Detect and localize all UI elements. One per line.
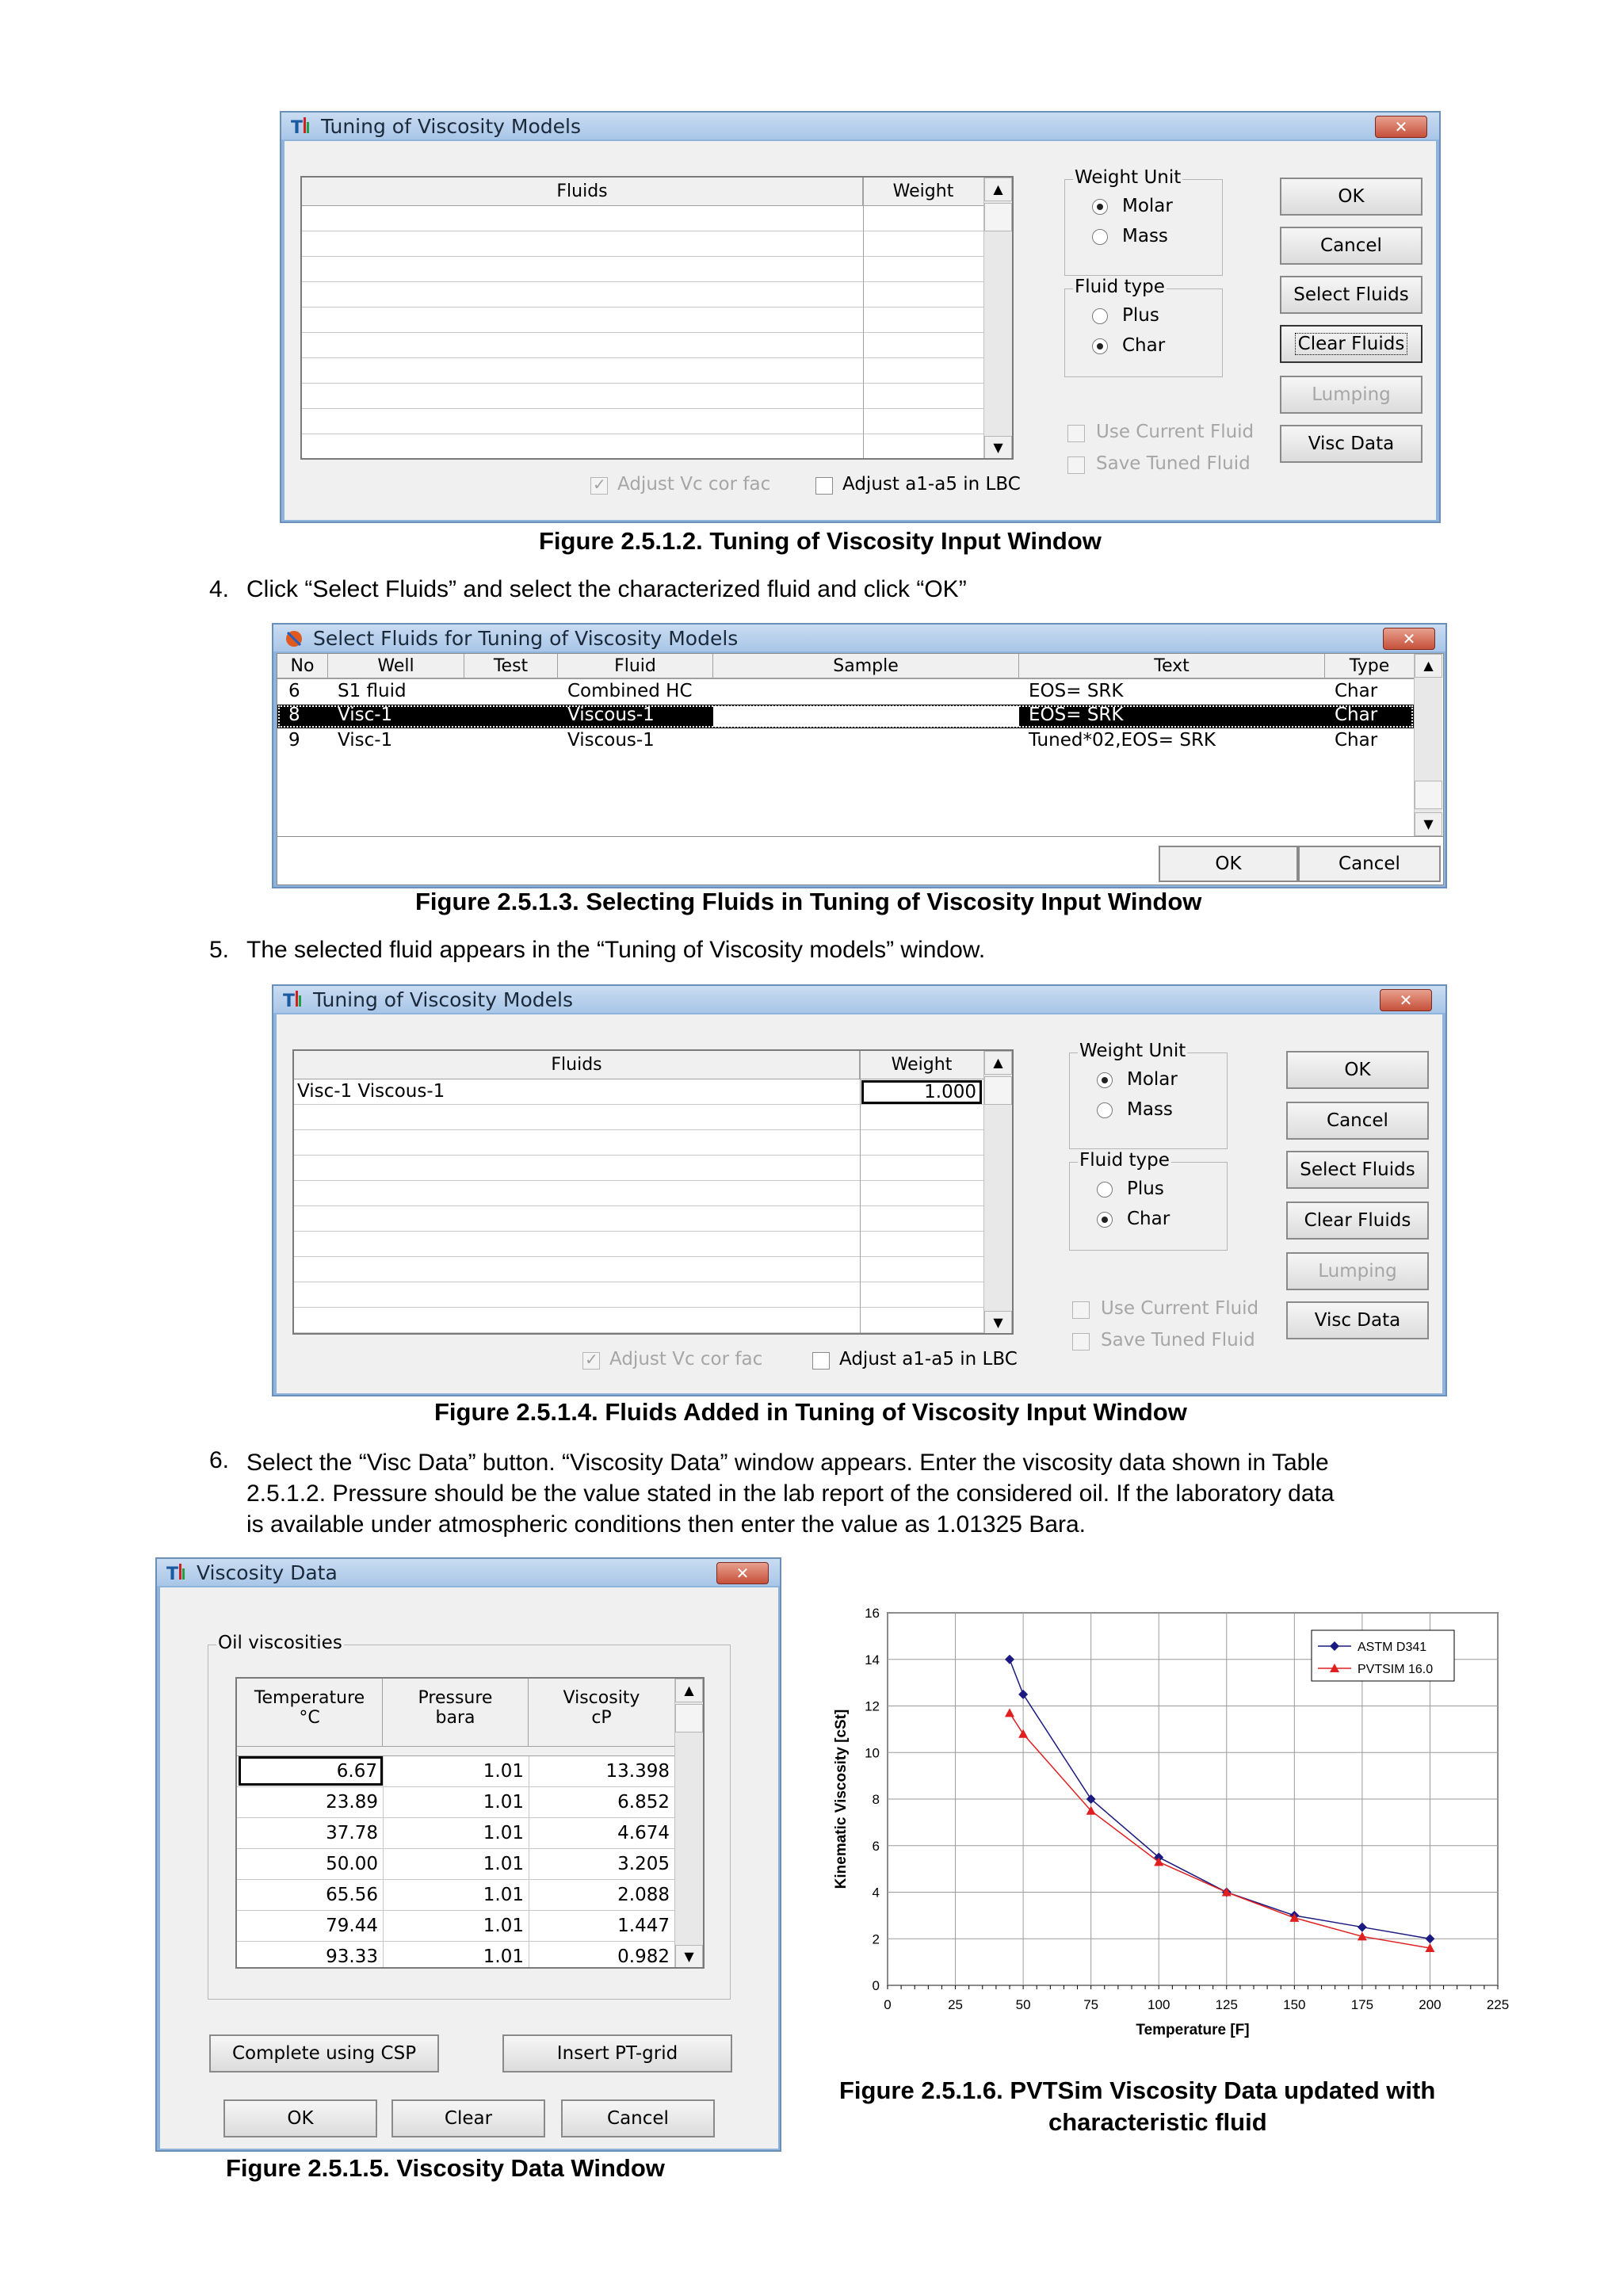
adjust-vc-checkbox[interactable]: ✓: [582, 1352, 600, 1370]
lumping-button[interactable]: Lumping: [1280, 376, 1423, 414]
cell-press[interactable]: 1.01: [383, 1849, 529, 1879]
adjust-a-checkbox[interactable]: [815, 477, 833, 495]
clear-fluids-button[interactable]: Clear Fluids: [1286, 1201, 1429, 1240]
cell-temp[interactable]: 50.00: [326, 1854, 378, 1874]
select-fluids-button[interactable]: Select Fluids: [1286, 1151, 1429, 1189]
pvtsim-app-icon: [165, 1561, 190, 1584]
header-gap: [237, 1747, 674, 1756]
y-tick-label: 8: [872, 1792, 880, 1807]
cell-visc[interactable]: 3.205: [529, 1849, 674, 1879]
oil-viscosities-legend: Oil viscosities: [218, 1633, 342, 1653]
plus-radio[interactable]: [1092, 308, 1108, 324]
window-title: Select Fluids for Tuning of Viscosity Models: [313, 627, 739, 650]
row-no: 9: [288, 730, 300, 751]
window-client: [277, 1014, 1442, 1393]
window-client: [285, 141, 1436, 520]
step-5-number: 5.: [209, 937, 230, 963]
char-label: Char: [1122, 335, 1166, 356]
weight-unit-group: [1064, 167, 1223, 276]
cancel-button[interactable]: Cancel: [1286, 1102, 1429, 1140]
fluid-type-legend: Fluid type: [1079, 1150, 1170, 1171]
scroll-up-icon[interactable]: ▲: [984, 178, 1012, 201]
grid-lines: [302, 206, 983, 460]
scroll-thumb[interactable]: [984, 203, 1012, 231]
col-press-unit: bara: [435, 1708, 475, 1728]
figure-caption-2: Figure 2.5.1.3. Selecting Fluids in Tuning of Viscosity Input Window: [415, 888, 1202, 915]
mass-radio[interactable]: [1097, 1102, 1113, 1118]
row-well: Visc-1: [338, 705, 393, 725]
row-fluid: Combined HC: [567, 681, 693, 701]
title-bar: [281, 113, 1439, 139]
cell-temp[interactable]: 65.56: [326, 1885, 378, 1905]
svg-text:T: T: [283, 991, 296, 1011]
scroll-down-icon[interactable]: ▼: [984, 1311, 1012, 1335]
close-icon[interactable]: ✕: [1383, 628, 1435, 650]
fluid-row-8-selected[interactable]: [277, 705, 1414, 728]
fluid-type-group: [1069, 1150, 1228, 1251]
cell-press[interactable]: 1.01: [383, 1818, 529, 1848]
svg-text:T: T: [291, 118, 304, 138]
complete-csp-button[interactable]: Complete using CSP: [209, 2034, 439, 2073]
scroll-down-icon[interactable]: ▼: [984, 436, 1012, 460]
scroll-up-icon[interactable]: ▲: [675, 1679, 703, 1702]
col-visc-title: Viscosity: [563, 1688, 640, 1708]
y-tick-label: 10: [865, 1745, 880, 1761]
adjust-vc-label: Adjust Vc cor fac: [617, 474, 771, 495]
use-current-fluid-checkbox[interactable]: [1067, 425, 1085, 442]
ok-button[interactable]: OK: [223, 2099, 377, 2137]
fluid-row-9[interactable]: [277, 730, 1414, 754]
clear-button[interactable]: Clear: [391, 2099, 545, 2137]
char-radio[interactable]: [1092, 338, 1108, 354]
adjust-vc-label: Adjust Vc cor fac: [609, 1349, 763, 1370]
molar-label: Molar: [1122, 196, 1173, 216]
visc-data-button[interactable]: Visc Data: [1280, 425, 1423, 463]
window-client: [160, 1587, 778, 2149]
col-weight-header: Weight: [860, 1051, 983, 1079]
x-tick-label: 25: [948, 1997, 964, 2012]
fluid-type-group: [1064, 277, 1223, 377]
scroll-thumb[interactable]: [984, 1076, 1012, 1105]
table-row[interactable]: [237, 1849, 674, 1880]
weight-unit-legend: Weight Unit: [1075, 167, 1182, 188]
plus-radio[interactable]: [1097, 1182, 1113, 1198]
x-tick-label: 125: [1215, 1997, 1238, 2012]
char-radio[interactable]: [1097, 1212, 1113, 1228]
header-type: Type: [1325, 654, 1414, 678]
save-tuned-fluid-label: Save Tuned Fluid: [1096, 453, 1251, 474]
visc-grid-rows: [237, 1756, 674, 1969]
oil-viscosities-group: [208, 1633, 731, 2000]
table-row[interactable]: [237, 1787, 674, 1818]
row-fluid: Viscous-1: [567, 705, 655, 725]
cell-visc[interactable]: 6.852: [529, 1787, 674, 1817]
mass-label: Mass: [1122, 226, 1168, 246]
close-icon[interactable]: ✕: [1375, 116, 1427, 138]
weight-unit-legend: Weight Unit: [1079, 1041, 1186, 1061]
ok-button[interactable]: OK: [1286, 1051, 1429, 1089]
col-temp-unit: °C: [299, 1708, 320, 1728]
mass-label: Mass: [1127, 1099, 1173, 1120]
row-fluid: Viscous-1: [567, 730, 655, 751]
molar-label: Molar: [1127, 1069, 1178, 1090]
x-axis-label: Temperature [F]: [1136, 2022, 1250, 2038]
use-current-fluid-checkbox[interactable]: [1072, 1301, 1090, 1319]
select-fluids-window: [272, 623, 1447, 888]
cell-temp[interactable]: 93.33: [326, 1946, 378, 1967]
grid-col-divider: [863, 178, 864, 460]
grid-lines: [294, 1079, 983, 1335]
cell-temp[interactable]: 79.44: [326, 1916, 378, 1936]
header-fluid: Fluid: [558, 654, 713, 678]
table-row[interactable]: [237, 1818, 674, 1849]
window-client: [277, 653, 1444, 885]
cancel-button[interactable]: Cancel: [1280, 227, 1423, 265]
step-6-line-1: Select the “Visc Data” button. “Viscosity Data” window appears. Enter the viscosity data shown in Table: [246, 1450, 1329, 1476]
row-no: 8: [288, 705, 300, 725]
save-tuned-fluid-checkbox[interactable]: [1072, 1333, 1090, 1350]
svg-text:T: T: [166, 1564, 179, 1584]
row-well: S1 fluid: [338, 681, 407, 701]
visc-data-button[interactable]: Visc Data: [1286, 1301, 1429, 1339]
fluid-row-name[interactable]: Visc-1 Viscous-1: [297, 1081, 445, 1102]
cell-visc[interactable]: 4.674: [529, 1818, 674, 1848]
header-sample: Sample: [713, 654, 1019, 678]
cell-press[interactable]: 1.01: [383, 1911, 529, 1941]
header-text: Text: [1019, 654, 1325, 678]
row-well: Visc-1: [338, 730, 393, 751]
col-press-title: Pressure: [418, 1688, 493, 1708]
x-tick-label: 0: [884, 1997, 892, 2012]
weight-unit-group: [1069, 1041, 1228, 1149]
step-6-line-2: 2.5.1.2. Pressure should be the value stated in the lab report of the considered oil. If the laboratory data: [246, 1480, 1335, 1507]
scroll-down-icon[interactable]: ▼: [1415, 812, 1442, 836]
ok-button[interactable]: OK: [1280, 178, 1423, 216]
use-current-fluid-label: Use Current Fluid: [1101, 1298, 1259, 1319]
x-tick-label: 50: [1015, 1997, 1031, 2012]
mass-radio[interactable]: [1092, 229, 1108, 245]
figure-caption-4: Figure 2.5.1.5. Viscosity Data Window: [226, 2154, 665, 2182]
cell-temp-input[interactable]: 6.67: [239, 1756, 383, 1786]
window-title: Tuning of Viscosity Models: [313, 988, 573, 1011]
figure-caption-5-line-2: characteristic fluid: [1048, 2108, 1267, 2136]
fluid-list-header: [277, 654, 1414, 679]
cancel-button[interactable]: Cancel: [561, 2099, 715, 2137]
col-temp-title: Temperature: [254, 1688, 365, 1708]
title-bar: [273, 986, 1445, 1013]
x-tick-label: 75: [1083, 1997, 1099, 2012]
vertical-scrollbar[interactable]: [674, 1679, 703, 1969]
vertical-scrollbar[interactable]: [983, 1051, 1012, 1335]
figure-caption-1: Figure 2.5.1.2. Tuning of Viscosity Input Window: [539, 527, 1102, 555]
y-axis-label: Kinematic Viscosity [cSt]: [833, 1709, 850, 1889]
close-icon[interactable]: ✕: [1380, 989, 1432, 1011]
fluids-grid[interactable]: [300, 176, 1014, 460]
title-bar: [273, 625, 1445, 651]
close-icon[interactable]: ✕: [716, 1562, 769, 1584]
header-no: No: [277, 654, 328, 678]
table-row[interactable]: [237, 1942, 674, 1969]
scroll-up-icon[interactable]: ▲: [1415, 654, 1442, 678]
row-text: EOS= SRK: [1029, 681, 1124, 701]
legend-label: PVTSIM 16.0: [1358, 1663, 1434, 1676]
window-title: Viscosity Data: [197, 1561, 338, 1584]
fluids-grid[interactable]: [292, 1049, 1014, 1335]
scroll-thumb[interactable]: [1415, 781, 1442, 809]
plus-label: Plus: [1122, 305, 1159, 326]
row-text: EOS= SRK: [1029, 705, 1124, 725]
step-6-line-3: is available under atmospheric conditions then enter the value as 1.01325 Bara.: [246, 1511, 1086, 1538]
fluid-row-6[interactable]: [277, 681, 1414, 705]
char-label: Char: [1127, 1209, 1170, 1229]
header-well: Well: [328, 654, 464, 678]
table-row[interactable]: [237, 1911, 674, 1942]
adjust-a-checkbox[interactable]: [812, 1352, 830, 1370]
step-4-text: Click “Select Fluids” and select the characterized fluid and click “OK”: [246, 576, 967, 602]
header-test: Test: [464, 654, 558, 678]
oil-viscosity-grid[interactable]: [235, 1677, 705, 1969]
cancel-button[interactable]: Cancel: [1298, 846, 1441, 882]
viscosity-data-window: [155, 1557, 781, 2152]
col-fluids-header: Fluids: [302, 178, 863, 206]
plus-label: Plus: [1127, 1179, 1164, 1199]
cell-press[interactable]: 1.01: [383, 1942, 529, 1969]
select-fluids-button[interactable]: Select Fluids: [1280, 276, 1423, 314]
y-tick-label: 12: [865, 1698, 880, 1714]
tuning-window-1: [280, 111, 1441, 523]
weight-cell-input[interactable]: 1.000: [861, 1080, 982, 1104]
cell-visc[interactable]: 13.398: [529, 1756, 674, 1786]
row-sample-cell: [713, 706, 1019, 727]
cell-press[interactable]: 1.01: [383, 1756, 529, 1786]
adjust-a-label: Adjust a1-a5 in LBC: [839, 1349, 1018, 1370]
y-tick-label: 0: [872, 1978, 880, 1993]
table-row[interactable]: [237, 1880, 674, 1911]
adjust-a-label: Adjust a1-a5 in LBC: [842, 474, 1021, 495]
row-no: 6: [288, 681, 300, 701]
x-tick-label: 225: [1486, 1997, 1510, 2012]
scroll-down-icon[interactable]: ▼: [675, 1945, 703, 1969]
adjust-vc-checkbox[interactable]: ✓: [590, 477, 608, 495]
save-tuned-fluid-label: Save Tuned Fluid: [1101, 1330, 1255, 1350]
fluid-type-legend: Fluid type: [1075, 277, 1165, 297]
scroll-up-icon[interactable]: ▲: [984, 1051, 1012, 1075]
col-press-header: [383, 1679, 529, 1747]
window-title: Tuning of Viscosity Models: [321, 115, 581, 138]
vertical-scrollbar[interactable]: [1414, 654, 1442, 836]
y-tick-label: 4: [872, 1885, 880, 1901]
pvtsim-app-icon: [289, 114, 315, 138]
table-row[interactable]: [237, 1756, 674, 1787]
col-weight-header: Weight: [863, 178, 983, 206]
grid-col-divider: [860, 1051, 861, 1335]
select-fluids-app-icon: [281, 626, 307, 650]
col-temp-header: [237, 1679, 383, 1747]
scroll-thumb[interactable]: [675, 1704, 703, 1733]
molar-radio[interactable]: [1097, 1072, 1113, 1088]
step-4-number: 4.: [209, 576, 230, 602]
ok-button[interactable]: OK: [1159, 846, 1298, 882]
row-type: Char: [1335, 681, 1378, 701]
lumping-button[interactable]: Lumping: [1286, 1252, 1429, 1290]
tuning-window-2: [272, 984, 1447, 1396]
title-bar: [157, 1559, 780, 1586]
vertical-scrollbar[interactable]: [983, 178, 1012, 460]
step-5-text: The selected fluid appears in the “Tuning of Viscosity models” window.: [246, 937, 986, 963]
cell-visc[interactable]: 2.088: [529, 1880, 674, 1910]
row-type: Char: [1335, 730, 1378, 751]
y-tick-label: 16: [865, 1606, 880, 1621]
col-visc-unit: cP: [591, 1708, 612, 1728]
cell-press[interactable]: 1.01: [383, 1787, 529, 1817]
figure-caption-5-line-1: Figure 2.5.1.6. PVTSim Viscosity Data updated with: [839, 2076, 1436, 2104]
molar-radio[interactable]: [1092, 199, 1108, 215]
clear-fluids-label: Clear Fluids: [1296, 334, 1407, 354]
cell-visc[interactable]: 1.447: [529, 1911, 674, 1941]
x-tick-label: 200: [1419, 1997, 1442, 2012]
row-text: Tuned*02,EOS= SRK: [1029, 730, 1216, 751]
x-tick-label: 150: [1283, 1997, 1306, 2012]
step-6-text: [246, 1447, 1514, 1540]
cell-visc[interactable]: 0.982: [529, 1942, 674, 1969]
pvtsim-app-icon: [281, 988, 307, 1011]
step-6-number: 6.: [209, 1447, 230, 1473]
col-fluids-header: Fluids: [294, 1051, 860, 1079]
cell-press[interactable]: 1.01: [383, 1880, 529, 1910]
figure-caption-3: Figure 2.5.1.4. Fluids Added in Tuning of Viscosity Input Window: [434, 1398, 1187, 1426]
use-current-fluid-label: Use Current Fluid: [1096, 422, 1254, 442]
y-tick-label: 2: [872, 1931, 880, 1947]
clear-fluids-button[interactable]: [1280, 325, 1423, 363]
row-type: Char: [1335, 705, 1378, 725]
viscosity-chart: [828, 1593, 1526, 2053]
insert-pt-grid-button[interactable]: Insert PT-grid: [502, 2034, 732, 2073]
cell-temp[interactable]: 37.78: [326, 1823, 378, 1843]
x-tick-label: 175: [1350, 1997, 1374, 2012]
y-tick-label: 14: [865, 1652, 880, 1668]
cell-temp[interactable]: 23.89: [326, 1792, 378, 1813]
legend-label: ASTM D341: [1358, 1641, 1427, 1654]
col-visc-header: [529, 1679, 674, 1747]
save-tuned-fluid-checkbox[interactable]: [1067, 457, 1085, 474]
y-tick-label: 6: [872, 1838, 880, 1854]
x-tick-label: 100: [1148, 1997, 1170, 2012]
